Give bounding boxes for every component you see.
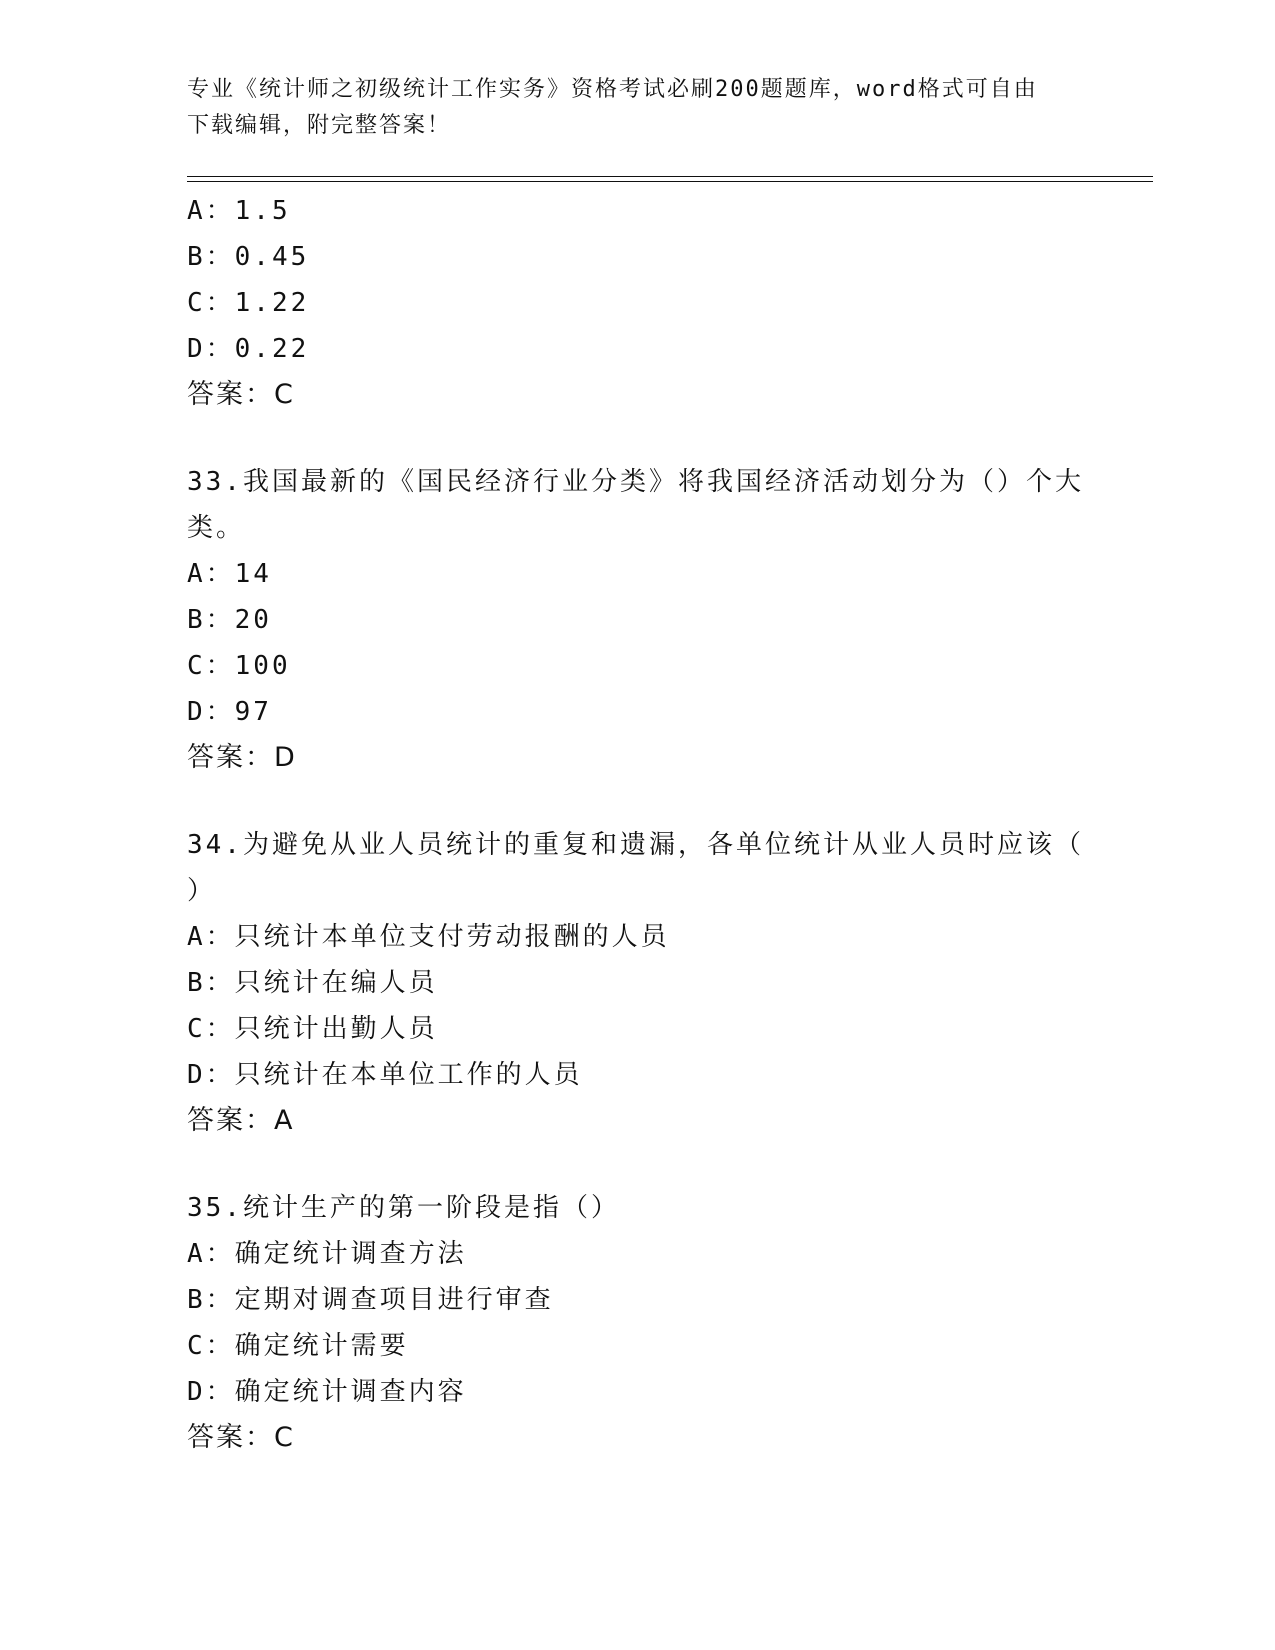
question-block-34 xyxy=(187,822,1087,1144)
option-b: B：定期对调查项目进行审查 xyxy=(187,1285,554,1315)
question-list xyxy=(187,188,1087,1461)
question-stem-continued: ） xyxy=(187,876,217,906)
option-d: D：只统计在本单位工作的人员 xyxy=(187,1060,583,1090)
option-b: B：0.45 xyxy=(187,242,310,272)
document-header xyxy=(187,72,1087,144)
question-stem: 33.我国最新的《国民经济行业分类》将我国经济活动划分为（）个大 xyxy=(187,467,1084,497)
option-a: A：1.5 xyxy=(187,196,291,226)
question-stem-continued: 类。 xyxy=(187,513,246,543)
header-line-2: 下载编辑，附完整答案！ xyxy=(187,113,452,138)
option-a: A：确定统计调查方法 xyxy=(187,1239,467,1269)
option-a: A：14 xyxy=(187,559,272,589)
option-c: C：确定统计需要 xyxy=(187,1331,409,1361)
question-block-33 xyxy=(187,459,1087,781)
option-c: C：1.22 xyxy=(187,288,310,318)
question-stem: 34.为避免从业人员统计的重复和遗漏，各单位统计从业人员时应该（ xyxy=(187,830,1084,860)
question-stem: 35.统计生产的第一阶段是指（） xyxy=(187,1193,620,1223)
option-d: D：0.22 xyxy=(187,334,310,364)
option-c: C：只统计出勤人员 xyxy=(187,1014,438,1044)
answer-line: 答案：C xyxy=(187,379,295,410)
answer-line: 答案：C xyxy=(187,1422,295,1453)
answer-line: 答案：D xyxy=(187,742,297,773)
option-b: B：20 xyxy=(187,605,272,635)
option-b: B：只统计在编人员 xyxy=(187,968,438,998)
header-line-1: 专业《统计师之初级统计工作实务》资格考试必刷200题题库，word格式可自由 xyxy=(187,77,1038,102)
option-c: C：100 xyxy=(187,651,291,681)
question-block-35 xyxy=(187,1185,1087,1461)
option-a: A：只统计本单位支付劳动报酬的人员 xyxy=(187,922,670,952)
answer-line: 答案：A xyxy=(187,1105,295,1136)
option-d: D：确定统计调查内容 xyxy=(187,1377,467,1407)
header-divider-top xyxy=(187,176,1153,177)
question-block-32 xyxy=(187,188,1087,418)
option-d: D：97 xyxy=(187,697,272,727)
header-divider-bottom xyxy=(187,181,1153,182)
